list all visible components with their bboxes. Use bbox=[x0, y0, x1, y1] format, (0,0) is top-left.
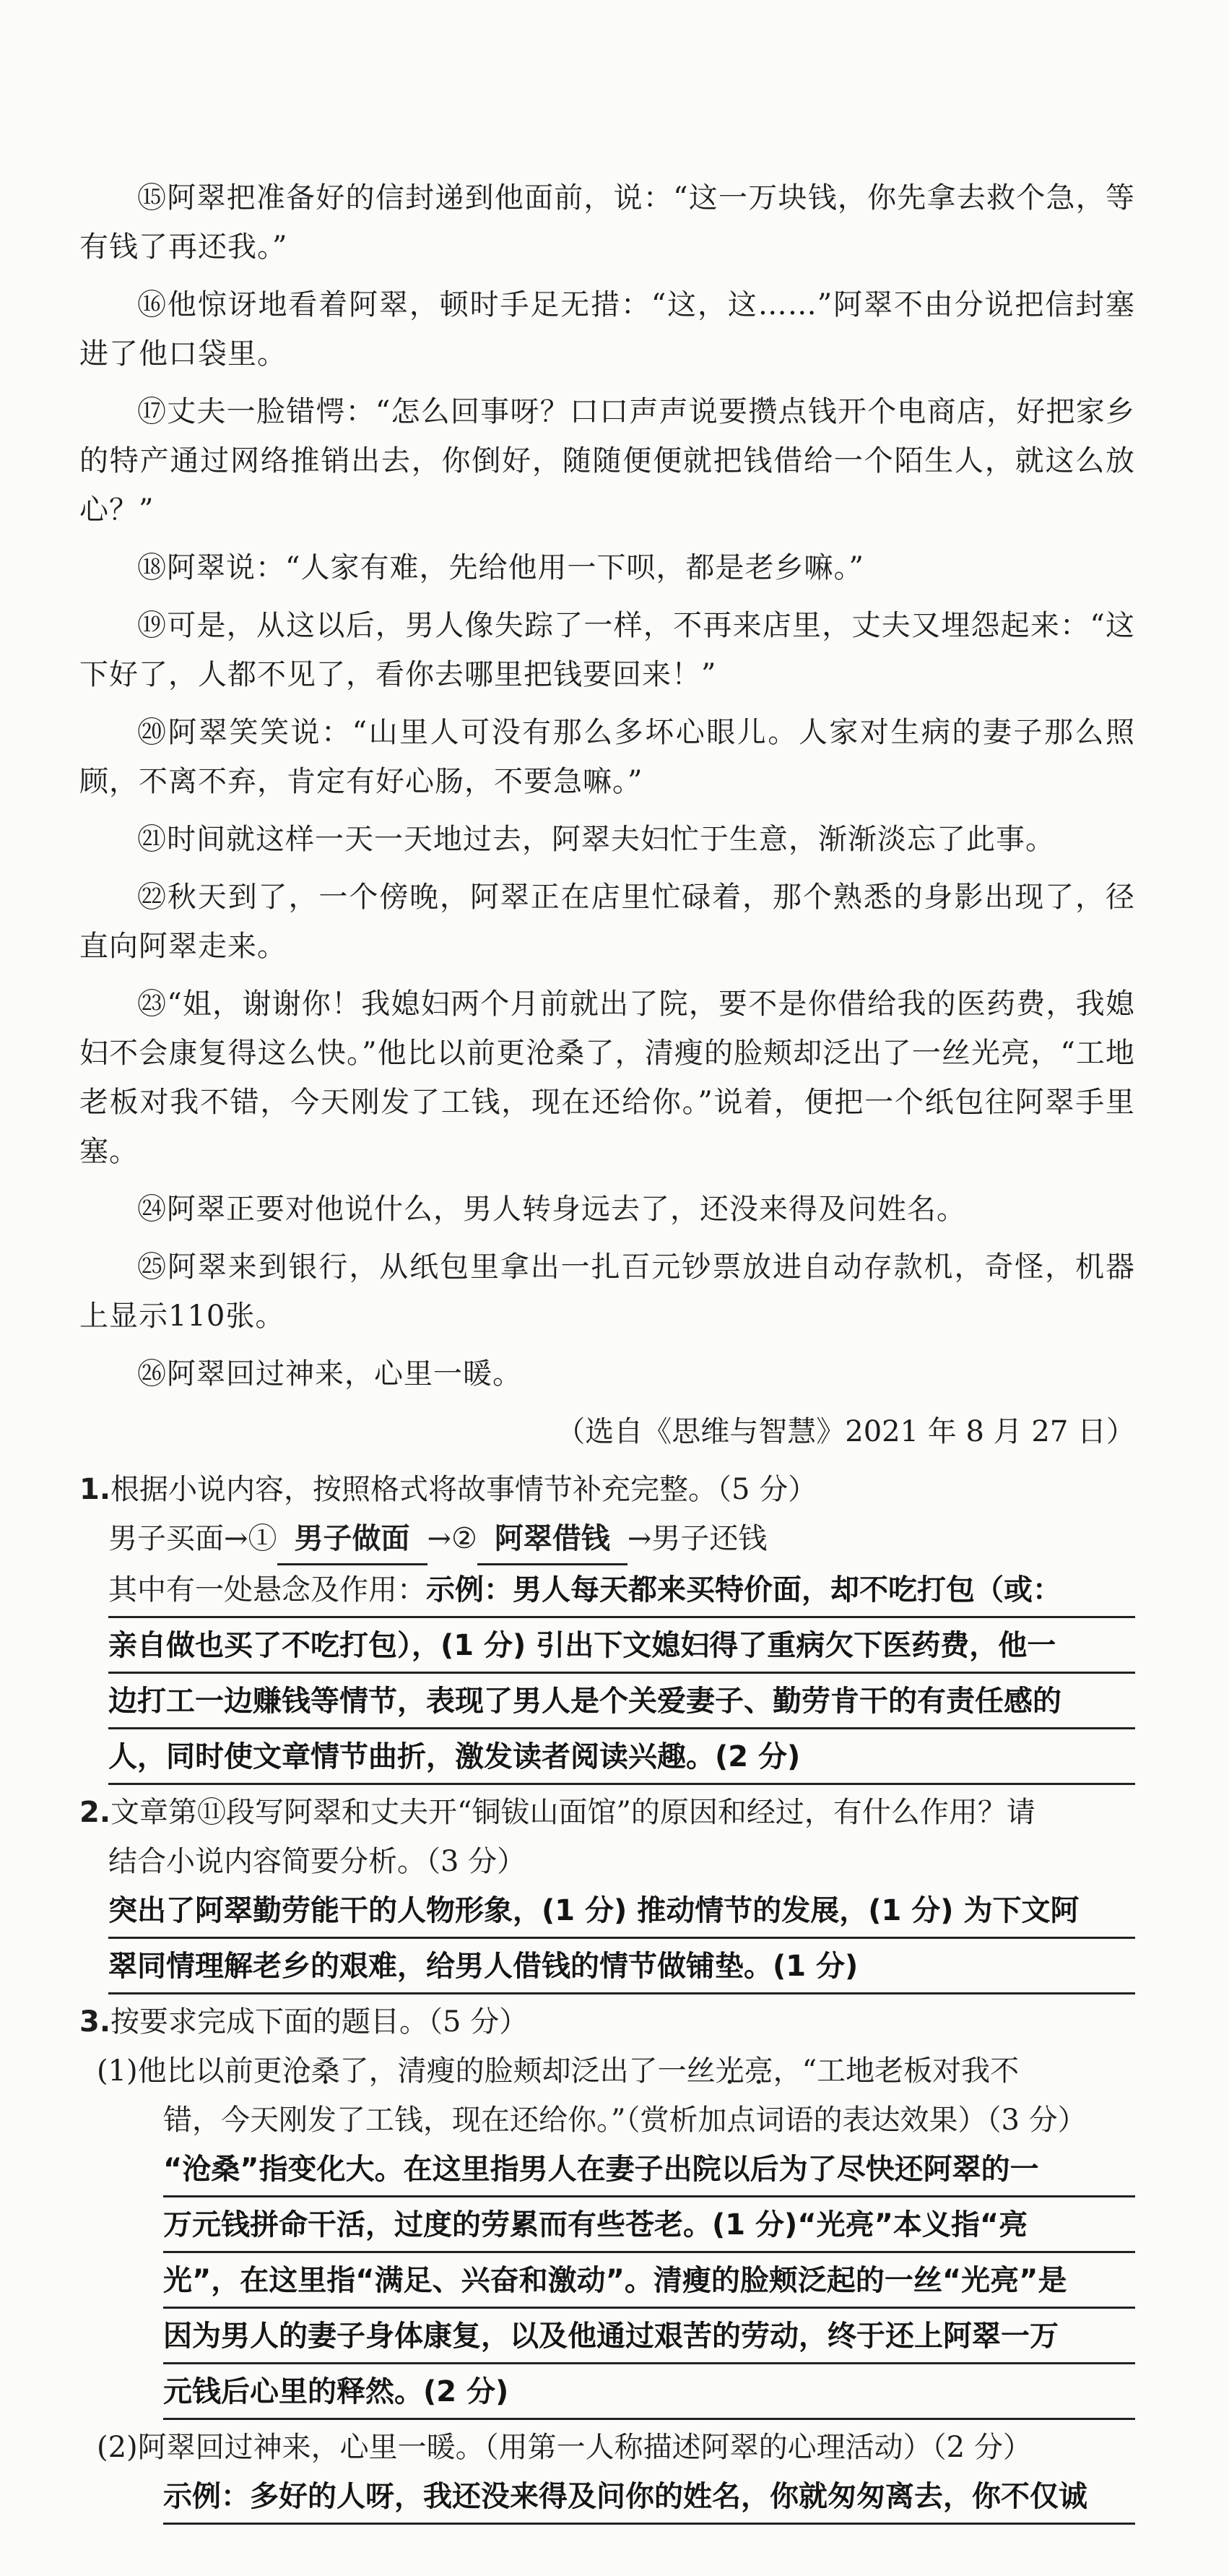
paragraph-22: ㉒秋天到了，一个傍晚，阿翠正在店里忙碌着，那个熟悉的身影出现了，径直向阿翠走来。 bbox=[79, 881, 1135, 963]
paragraph-25: ㉕阿翠来到银行，从纸包里拿出一扎百元钞票放进自动存款机，奇怪，机器上显示110张。 bbox=[79, 1250, 1135, 1333]
question-text: 按要求完成下面的题目。（5 分） bbox=[110, 2005, 529, 2039]
answer-line: 亲自做也买了不吃打包），(1 分) 引出下文媳妇得了重病欠下医药费，他一 bbox=[108, 1621, 1135, 1674]
question-number: 1. bbox=[79, 1473, 111, 1506]
subquestion-label: (1) bbox=[97, 2054, 138, 2088]
answer-line: 翠同情理解老乡的艰难，给男人借钱的情节做铺垫。(1 分) bbox=[108, 1942, 1135, 1994]
source-citation: （选自《思维与智慧》2021 年 8 月 27 日） bbox=[556, 1415, 1135, 1448]
question-text-cont: 结合小说内容简要分析。（3 分） bbox=[108, 1845, 526, 1878]
answer-line: 示例：男人每天都来买特价面，却不吃打包（或： bbox=[426, 1573, 1061, 1607]
answer-block bbox=[79, 1886, 1135, 1994]
answer-line: 万元钱拼命干活，过度的劳累而有些苍老。(1 分)“光亮”本义指“亮 bbox=[163, 2200, 1135, 2253]
question-number: 3. bbox=[79, 2005, 111, 2039]
answer-line: 边打工一边赚钱等情节，表现了男人是个关爱妻子、勤劳肯干的有责任感的 bbox=[108, 1677, 1135, 1729]
subquestion-1: (1)他比以前更沧桑了，清瘦的脸颊却泛出了一丝光亮，“工地老板对我不 错，今天刚发了工钱，现在还给你。”（赏析加点词语的表达效果）（3 分） “沧桑”指变化大。在这里指男人在妻子出院以后为了尽快还阿翠的一 万元钱拼命干活，过度的劳累而有些苍老。(1 分)“光亮”本义指“亮 光”，在这里指“满足、兴奋和激动”。清瘦的脸颊泛起的一丝“光亮”是 因为男人的妻子身体康复，以及他通过艰苦的劳动，终于还上阿翠一万 元钱后心里的释然。(2 分) bbox=[79, 2046, 1135, 2420]
answer-blank-2: 阿翠借钱 bbox=[477, 1514, 627, 1565]
question-3 bbox=[79, 1997, 1135, 2525]
dotted-char: 桑 bbox=[310, 2054, 340, 2088]
answer-block bbox=[97, 2472, 1135, 2525]
paragraph-23: ㉓“姐，谢谢你！我媳妇两个月前就出了院，要不是你借给我的医药费，我媳妇不会康复得这么快。”他比以前更沧桑了，清瘦的脸颊却泛出了一丝光亮，“工地老板对我不错，今天刚发了工钱，现在还给你。”说着，便把一个纸包往阿翠手里塞。 bbox=[79, 987, 1135, 1168]
paragraph-19: ⑲可是，从这以后，男人像失踪了一样，不再来店里，丈夫又埋怨起来：“这下好了，人都不见了，看你去哪里把钱要回来！” bbox=[79, 609, 1135, 691]
question-text: 根据小说内容，按照格式将故事情节补充完整。（5 分） bbox=[110, 1473, 817, 1506]
answer-line: “沧桑”指变化大。在这里指男人在妻子出院以后为了尽快还阿翠的一 bbox=[163, 2145, 1135, 2197]
subquestion-label: (2) bbox=[97, 2431, 138, 2464]
answer-line: 示例：多好的人呀，我还没来得及问你的姓名，你就匆匆离去，你不仅诚 bbox=[163, 2472, 1135, 2525]
paragraph-15: ⑮阿翠把准备好的信封递到他面前，说：“这一万块钱，你先拿去救个急，等有钱了再还我。” bbox=[79, 181, 1135, 264]
answer-blank-1: 男子做面 bbox=[277, 1514, 427, 1565]
answer-line: 光”，在这里指“满足、兴奋和激动”。清瘦的脸颊泛起的一丝“光亮”是 bbox=[163, 2256, 1135, 2309]
answer-line: 人，同时使文章情节曲折，激发读者阅读兴趣。(2 分) bbox=[108, 1732, 1135, 1785]
question-1 bbox=[79, 1465, 1135, 1785]
dotted-char: 沧 bbox=[282, 2054, 311, 2088]
subquestion-2: (2)阿翠回过神来，心里一暖。（用第一人称描述阿翠的心理活动）（2 分） 示例：多好的人呀，我还没来得及问你的姓名，你就匆匆离去，你不仅诚 bbox=[79, 2423, 1135, 2525]
dotted-char: 亮 bbox=[744, 2054, 773, 2088]
paragraph-17: ⑰丈夫一脸错愕：“怎么回事呀？口口声声说要攒点钱开个电商店，好把家乡的特产通过网络推销出去，你倒好，随随便便就把钱借给一个陌生人，就这么放心？” bbox=[79, 395, 1135, 527]
paragraph-26: ㉖阿翠回过神来，心里一暖。 bbox=[137, 1357, 522, 1391]
answer-line: 突出了阿翠勤劳能干的人物形象，(1 分) 推动情节的发展，(1 分) 为下文阿 bbox=[108, 1886, 1135, 1939]
paragraph-18: ⑱阿翠说：“人家有难，先给他用一下呗，都是老乡嘛。” bbox=[137, 551, 864, 584]
question-number: 2. bbox=[79, 1796, 111, 1829]
answer-line: 元钱后心里的释然。(2 分) bbox=[163, 2367, 1135, 2420]
dotted-char: 光 bbox=[715, 2054, 744, 2088]
paragraph-20: ⑳阿翠笑笑说：“山里人可没有那么多坏心眼儿。人家对生病的妻子那么照顾，不离不弃，肯定有好心肠，不要急嘛。” bbox=[79, 716, 1135, 798]
story-text bbox=[79, 173, 1135, 1456]
answer-line: 因为男人的妻子身体康复，以及他通过艰苦的劳动，终于还上阿翠一万 bbox=[163, 2312, 1135, 2364]
prompt-text: 其中有一处悬念及作用： bbox=[108, 1573, 426, 1607]
paragraph-24: ㉔阿翠正要对他说什么，男人转身远去了，还没来得及问姓名。 bbox=[137, 1193, 966, 1226]
question-2 bbox=[79, 1788, 1135, 1994]
plot-flow: 男子买面→① 男子做面 →② 阿翠借钱 →男子还钱 bbox=[79, 1514, 1135, 1565]
paragraph-21: ㉑时间就这样一天一天地过去，阿翠夫妇忙于生意，渐渐淡忘了此事。 bbox=[137, 823, 1055, 856]
paragraph-16: ⑯他惊讶地看着阿翠，顿时手足无措：“这，这……”阿翠不由分说把信封塞进了他口袋里。 bbox=[79, 288, 1135, 371]
question-text: 文章第⑪段写阿翠和丈夫开“铜钹山面馆”的原因和经过，有什么作用？请 bbox=[110, 1796, 1035, 1829]
answer-block bbox=[79, 1565, 1135, 1785]
answer-block bbox=[97, 2145, 1135, 2420]
